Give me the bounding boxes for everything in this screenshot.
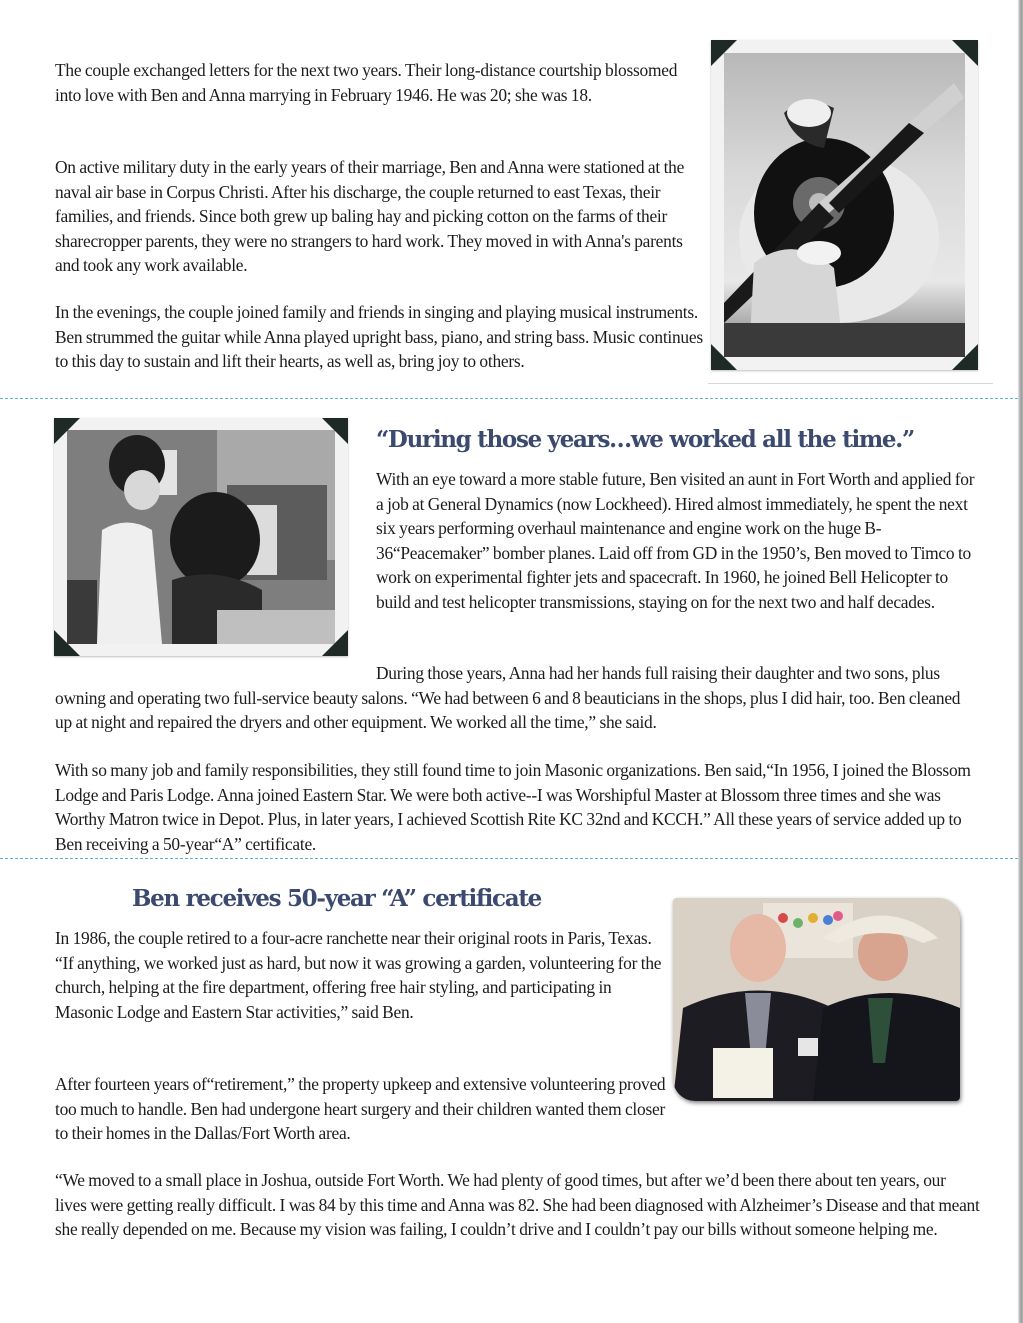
photo-corner-icon (322, 418, 348, 444)
salon-scene-illustration (67, 430, 335, 644)
certificate-photo (673, 898, 960, 1101)
section-divider (0, 398, 1018, 399)
photo-corner-icon (952, 344, 978, 370)
photo-corner-icon (711, 344, 737, 370)
paragraph-general-dynamics: With an eye toward a more stable future, Ben visited an aunt in Fort Worth and applied for a job at General Dynamics (now Lockheed). Hired almost immediately, he spent the next six years performing overhaul maintenance and engine work on the huge B-36“Peacemaker” bomber planes. Laid off from GD in the 1950’s, Ben moved to Timco to work on experimental fighter jets and spacecraft. In 1960, he joined Bell Helicopter to build and test helicopter transmissions, staying on for the next two and half decades. (376, 469, 975, 612)
airplane-engine-illustration (724, 53, 965, 357)
section-heading-certificate: Ben receives 50-year “A” certificate (132, 885, 541, 912)
paragraph-courtship: The couple exchanged letters for the next two years. Their long-distance courtship blossomed into love with Ben and Anna marrying in February 1946. He was 20; she was 18. (55, 60, 678, 105)
paragraph-joshua: “We moved to a small place in Joshua, outside Fort Worth. We had plenty of good times, but after we’d been there about ten years, our lives were getting really difficult. I was 84 by this time and Anna was 82. She had been diagnosed with Alzheimer’s Disease and that meant she really depended on me. Because my vision was failing, I couldn’t drive and I couldn’t pay our bills without someone helping me. (55, 1170, 980, 1240)
paragraph-music: In the evenings, the couple joined family and friends in singing and playing musical instruments. Ben strummed the guitar while Anna played upright bass, piano, and string bass. Music continues to this day to sustain and lift their hearts, as well as, bring joy to others. (55, 302, 703, 372)
propeller-photo (711, 40, 978, 370)
beauty-salon-photo (54, 418, 348, 656)
paragraph-masonic: With so many job and family responsibilities, they still found time to join Masonic organizations. Ben said,“In 1956, I joined the Blossom Lodge and Paris Lodge. Anna joined Eastern Star. We were both active--I was Worshipful Master at Blossom three times and she was Worthy Matron twice in Depot. Plus, in later years, I achieved Scottish Rite KC 32nd and KCCH.” All these years of service added up to Ben receiving a 50-year“A” certificate. (55, 760, 971, 854)
beauty-salon-photo-image (67, 430, 335, 644)
paragraph-military-duty: On active military duty in the early years of their marriage, Ben and Anna were stationed at the naval air base in Corpus Christi. After his discharge, the couple returned to east Texas, their families, and friends. Since both grew up baling hay and picking cotton on the farms of their sharecropper parents, they were no strangers to hard work. They moved in with Anna's parents and took any work available. (55, 157, 685, 276)
photo-shadow (708, 383, 993, 384)
section-divider (0, 858, 1018, 859)
propeller-photo-image (724, 53, 965, 357)
photo-corner-icon (54, 418, 80, 444)
page-edge (1018, 0, 1023, 1323)
paragraph-beauty-salons: During those years, Anna had her hands full raising their daughter and two sons, plus owning and operating two full-service beauty salons. “We had between 6 and 8 beauticians in the shops, plus I did hair, too. Ben cleaned up at night and repaired the dryers and other equipment. We worked all the time,” she said. (55, 663, 961, 733)
photo-corner-icon (54, 630, 80, 656)
photo-corner-icon (711, 40, 737, 66)
photo-corner-icon (952, 40, 978, 66)
paragraph-retirement: In 1986, the couple retired to a four-acre ranchette near their original roots in Paris, Texas. “If anything, we worked just as hard, but now it was growing a garden, volunteering for the church, helping at the fire department, offering free hair styling, and participating in Masonic Lodge and Eastern Star activities,” said Ben. (55, 928, 662, 1022)
photo-corner-icon (322, 630, 348, 656)
paragraph-fourteen-years: After fourteen years of“retirement,” the property upkeep and extensive volunteering proved too much to handle. Ben had undergone heart surgery and their children wanted them closer to their homes in the Dallas/Fort Worth area. (55, 1074, 666, 1144)
section-heading-worked-all-the-time: “During those years…we worked all the time.” (376, 426, 914, 453)
two-men-certificate-illustration (673, 898, 960, 1101)
